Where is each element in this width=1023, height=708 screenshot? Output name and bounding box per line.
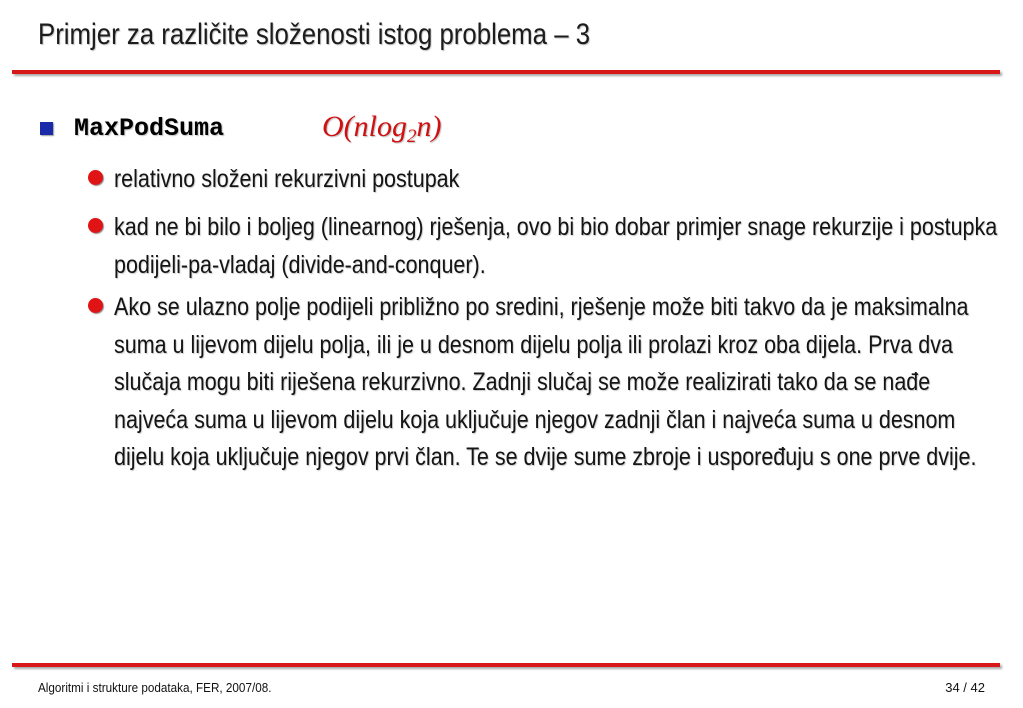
round-bullet-icon bbox=[88, 170, 103, 185]
function-name: MaxPodSuma bbox=[74, 114, 225, 143]
square-bullet-icon bbox=[40, 122, 53, 135]
sub-bullet-text: kad ne bi bilo i boljeg (linearnog) rješenja, ovo bi bio dobar primjer snage rekurzije i postupka podijeli-pa-vladaj (divide-and-conquer). bbox=[114, 213, 998, 279]
footer-divider bbox=[12, 663, 1000, 667]
complexity-subscript: 2 bbox=[407, 126, 417, 147]
complexity-suffix: n) bbox=[416, 110, 442, 143]
page-number: 34 / 42 bbox=[945, 680, 985, 695]
sub-bullet-text: relativno složeni rekurzivni postupak bbox=[114, 165, 460, 193]
slide-title: Primjer za različite složenosti istog problema – 3 bbox=[38, 18, 591, 51]
sub-bullet-text: Ako se ulazno polje podijeli približno po sredini, rješenje može biti takvo da je maksimalna suma u lijevom dijelu polja, ili je u desnom dijelu polja ili prolazi kroz oba dijela. Prva dva slučaja mogu biti riješena rekurzivno. Zadnji slučaj se može realizirati tako da se nađe najveća suma u lijevom dijelu koja uključuje njegov zadnji član i najveća suma u desnom dijelu koja uključuje njegov prvi član. Te se dvije sume zbroje i uspoređuju s one prve dvije. bbox=[114, 293, 977, 471]
complexity-prefix: O(nlog bbox=[322, 110, 407, 143]
title-divider bbox=[12, 70, 1000, 74]
footer-course: Algoritmi i strukture podataka, FER, 2007/08. bbox=[38, 680, 272, 695]
complexity-label bbox=[322, 110, 442, 148]
round-bullet-icon bbox=[88, 218, 103, 233]
round-bullet-icon bbox=[88, 298, 103, 313]
